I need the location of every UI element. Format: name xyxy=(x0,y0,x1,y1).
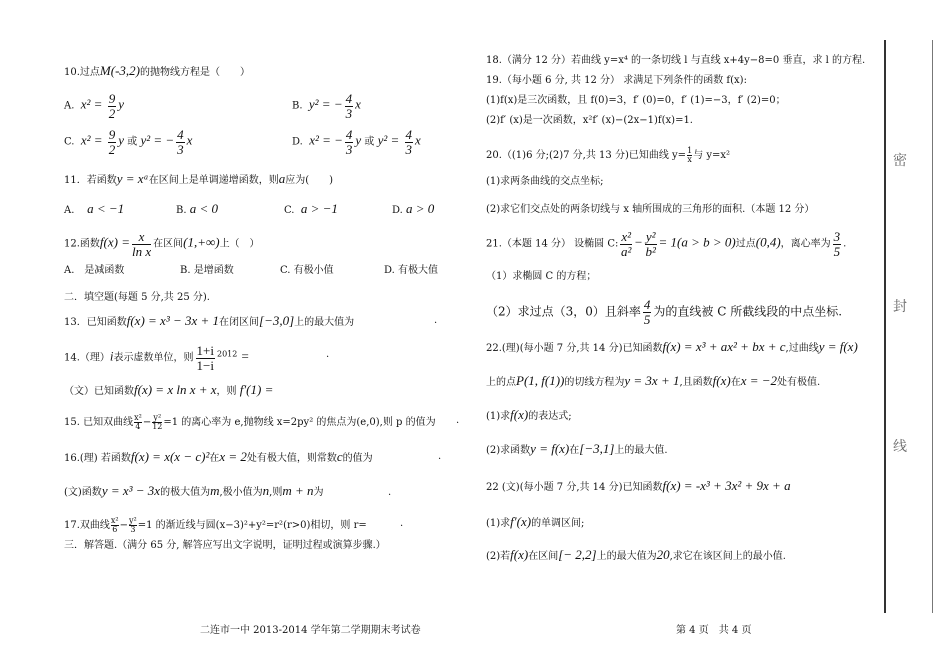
q12-option-a: A. 是减函数 xyxy=(64,265,125,276)
section-2-heading: 二．填空题(每题 5 分,共 25 分). xyxy=(64,292,210,303)
q22-science-cont: 上的点P(1, f(1))的切线方程为y = 3x + 1,且函数f(x)在x = −2处有极值. xyxy=(486,373,821,388)
q22-arts-part-1: (1)求f′(x)的单调区间; xyxy=(486,514,585,529)
q21-part-2: （2）求过点（3，0）且斜率 $\frac{4}{5}$ 为的直线被 C 所截线段的中点坐标. xyxy=(486,297,843,327)
q22-science-part-1: (1)求f(x)的表达式; xyxy=(486,407,572,422)
q16-science: 16.(理) 若函数f(x) = x(x − c)²在x = 2处有极大值，则常数c的值为 xyxy=(64,449,373,464)
q22-arts: 22 (文)(每小题 7 分,共 14 分)已知函数f(x) = -x³ + 3x² + 9x + a xyxy=(486,478,791,493)
q11-option-c: C. a > −1 xyxy=(284,201,338,216)
q14-science: 14.（理）i表示虚数单位，则 $\frac{1+i}{1-i}$ $^{2012}$ = xyxy=(64,343,250,373)
q22-science-part-2: (2)求函数y = f(x)在[−3,1]上的最大值. xyxy=(486,441,668,456)
q10-option-c: C. x² = $\frac{9}{2}$ y 或 y² = − $\frac{4}{3}$ x xyxy=(64,127,193,157)
fraction: $\frac{\text{y²}}{12}$ xyxy=(152,413,163,431)
q21-part-1: （1）求椭圆 C 的方程； xyxy=(486,271,597,282)
q10: 10.过点M(-3,2)的抛物线方程是（ ） xyxy=(64,63,250,78)
q20: 20.（(1)6 分;(2)7 分,共 13 分)已知曲线 y= $\frac{1}{x}$ 与 y=x² xyxy=(486,146,731,164)
q12-option-d: D. 有极大值 xyxy=(384,265,439,276)
fraction: $\frac{9}{2}$ xyxy=(108,91,116,121)
q19: 19.（每小题 6 分, 共 12 分） 求满足下列条件的函数 f(x): xyxy=(486,75,747,86)
fraction: $\frac{\text{x²}}{6}$ xyxy=(110,516,119,534)
q10-option-b: B. y² = − $\frac{4}{3}$ x xyxy=(292,91,361,121)
answer-blank: . xyxy=(456,415,460,426)
q12: 12.函数f(x) = $\frac{x}{\text{ln x}}$ 在区间(1,+∞)上（ ） xyxy=(64,229,260,259)
fraction: $\frac{1}{x}$ xyxy=(687,146,693,164)
fraction: $\frac{\text{x²}}{\text{a²}}$ xyxy=(621,229,632,259)
fraction: $\frac{4}{3}$ xyxy=(405,127,413,157)
fraction: $\frac{1+i}{1-i}$ xyxy=(196,343,214,373)
q22-science: 22.(理)(每小题 7 分,共 14 分)已知函数f(x) = x³ + ax² + bx + c,过曲线y = f(x) xyxy=(486,339,858,354)
q16-arts: (文)函数y = x³ − 3x的极大值为m,极小值为n,则m + n为 xyxy=(64,483,324,498)
binding-char-seal: 密 xyxy=(893,153,907,169)
fraction: $\frac{\text{x²}}{4}$ xyxy=(134,413,142,431)
binding-margin xyxy=(884,40,933,613)
binding-char-envelope: 封 xyxy=(893,299,907,315)
q19-part-1: (1)f(x)是三次函数，且 f(0)=3，f′ (0)=0，f′ (1)=−3，f′ (2)=0； xyxy=(486,95,786,106)
point-m: M(-3,2) xyxy=(99,63,140,78)
q11-option-b: B. a < 0 xyxy=(176,201,218,216)
fraction: $\frac{\text{y²}}{3}$ xyxy=(129,516,137,534)
fraction: $\frac{3}{5}$ xyxy=(833,229,841,259)
binding-char-line: 线 xyxy=(893,439,907,455)
answer-blank: . xyxy=(438,451,442,462)
q19-part-2: (2)f′ (x)是一次函数，x²f′ (x)−(2x−1)f(x)=1. xyxy=(486,115,693,126)
fraction: $\frac{4}{3}$ xyxy=(345,127,353,157)
fraction: $\frac{4}{3}$ xyxy=(177,127,184,157)
q10-option-d: D. x² = − $\frac{4}{3}$ y 或 y² = $\frac{4}{3}$ x xyxy=(292,127,421,157)
answer-blank: . xyxy=(400,518,404,529)
q11: 11．若函数y = xᵃ在区间上是单调递增函数，则a应为( ) xyxy=(64,171,334,186)
q14-arts: （文）已知函数f(x) = x ln x + x，则 f′(1) = xyxy=(64,382,274,397)
q11-option-a: A. a < −1 xyxy=(64,201,125,216)
fraction: $\frac{9}{2}$ xyxy=(108,127,116,157)
q20-part-2: (2)求它们交点处的两条切线与 x 轴所围成的三角形的面积.（本题 12 分） xyxy=(486,204,815,215)
footer-page: 第 4 页 共 4 页 xyxy=(676,625,752,636)
q15: 15. 已知双曲线 $\frac{\text{x²}}{4}$ − $\frac{\text{y²}}{12}$ =1 的离心率为 e,抛物线 x=2py² 的焦点为(e,0),则 p 的值为 xyxy=(64,413,436,431)
answer-blank: . xyxy=(434,315,438,326)
fraction: $\frac{4}{5}$ xyxy=(643,297,651,327)
fraction: $\frac{4}{3}$ xyxy=(345,91,353,121)
q18: 18.（满分 12 分）若曲线 y=x⁴ 的一条切线 l 与直线 x+4y−8=0 垂直，求 l 的方程. xyxy=(486,55,866,66)
fraction: $\frac{\text{y²}}{\text{b²}}$ xyxy=(645,229,656,259)
fraction: $\frac{x}{\text{ln x}}$ xyxy=(131,229,152,259)
q10-option-a: A. x² = $\frac{9}{2}$ y xyxy=(64,91,124,121)
q17: 17.双曲线 $\frac{\text{x²}}{6}$ − $\frac{\text{y²}}{3}$ =1 的渐近线与圆(x−3)²+y²=r²(r>0)相切，则 r= xyxy=(64,516,367,534)
q11-option-d: D. a > 0 xyxy=(392,201,435,216)
footer-school: 二连市一中 2013-2014 学年第二学期期末考试卷 xyxy=(200,625,421,636)
q12-option-c: C. 有极小值 xyxy=(280,265,334,276)
answer-blank: . xyxy=(388,487,392,498)
q13: 13．已知函数f(x) = x³ − 3x + 1在闭区间[−3,0]上的最大值为 xyxy=(64,313,355,328)
q12-option-b: B. 是增函数 xyxy=(180,265,234,276)
q21: 21.（本题 14 分） 设椭圆 C: $\frac{\text{x²}}{\text{a²}}$ − $\frac{\text{y²}}{\text{b²}}$ = 1(a > b > 0)过点(0,4)，离心率为 $\frac{3}{5}$ . xyxy=(486,229,847,259)
section-3-heading: 三．解答题.（满分 65 分, 解答应写出文字说明，证明过程或演算步骤.） xyxy=(64,540,386,551)
q22-arts-part-2: (2)若f(x)在区间[− 2,2]上的最大值为20,求它在该区间上的最小值. xyxy=(486,547,786,562)
q20-part-1: (1)求两条曲线的交点坐标; xyxy=(486,176,604,187)
answer-blank: . xyxy=(326,349,330,360)
